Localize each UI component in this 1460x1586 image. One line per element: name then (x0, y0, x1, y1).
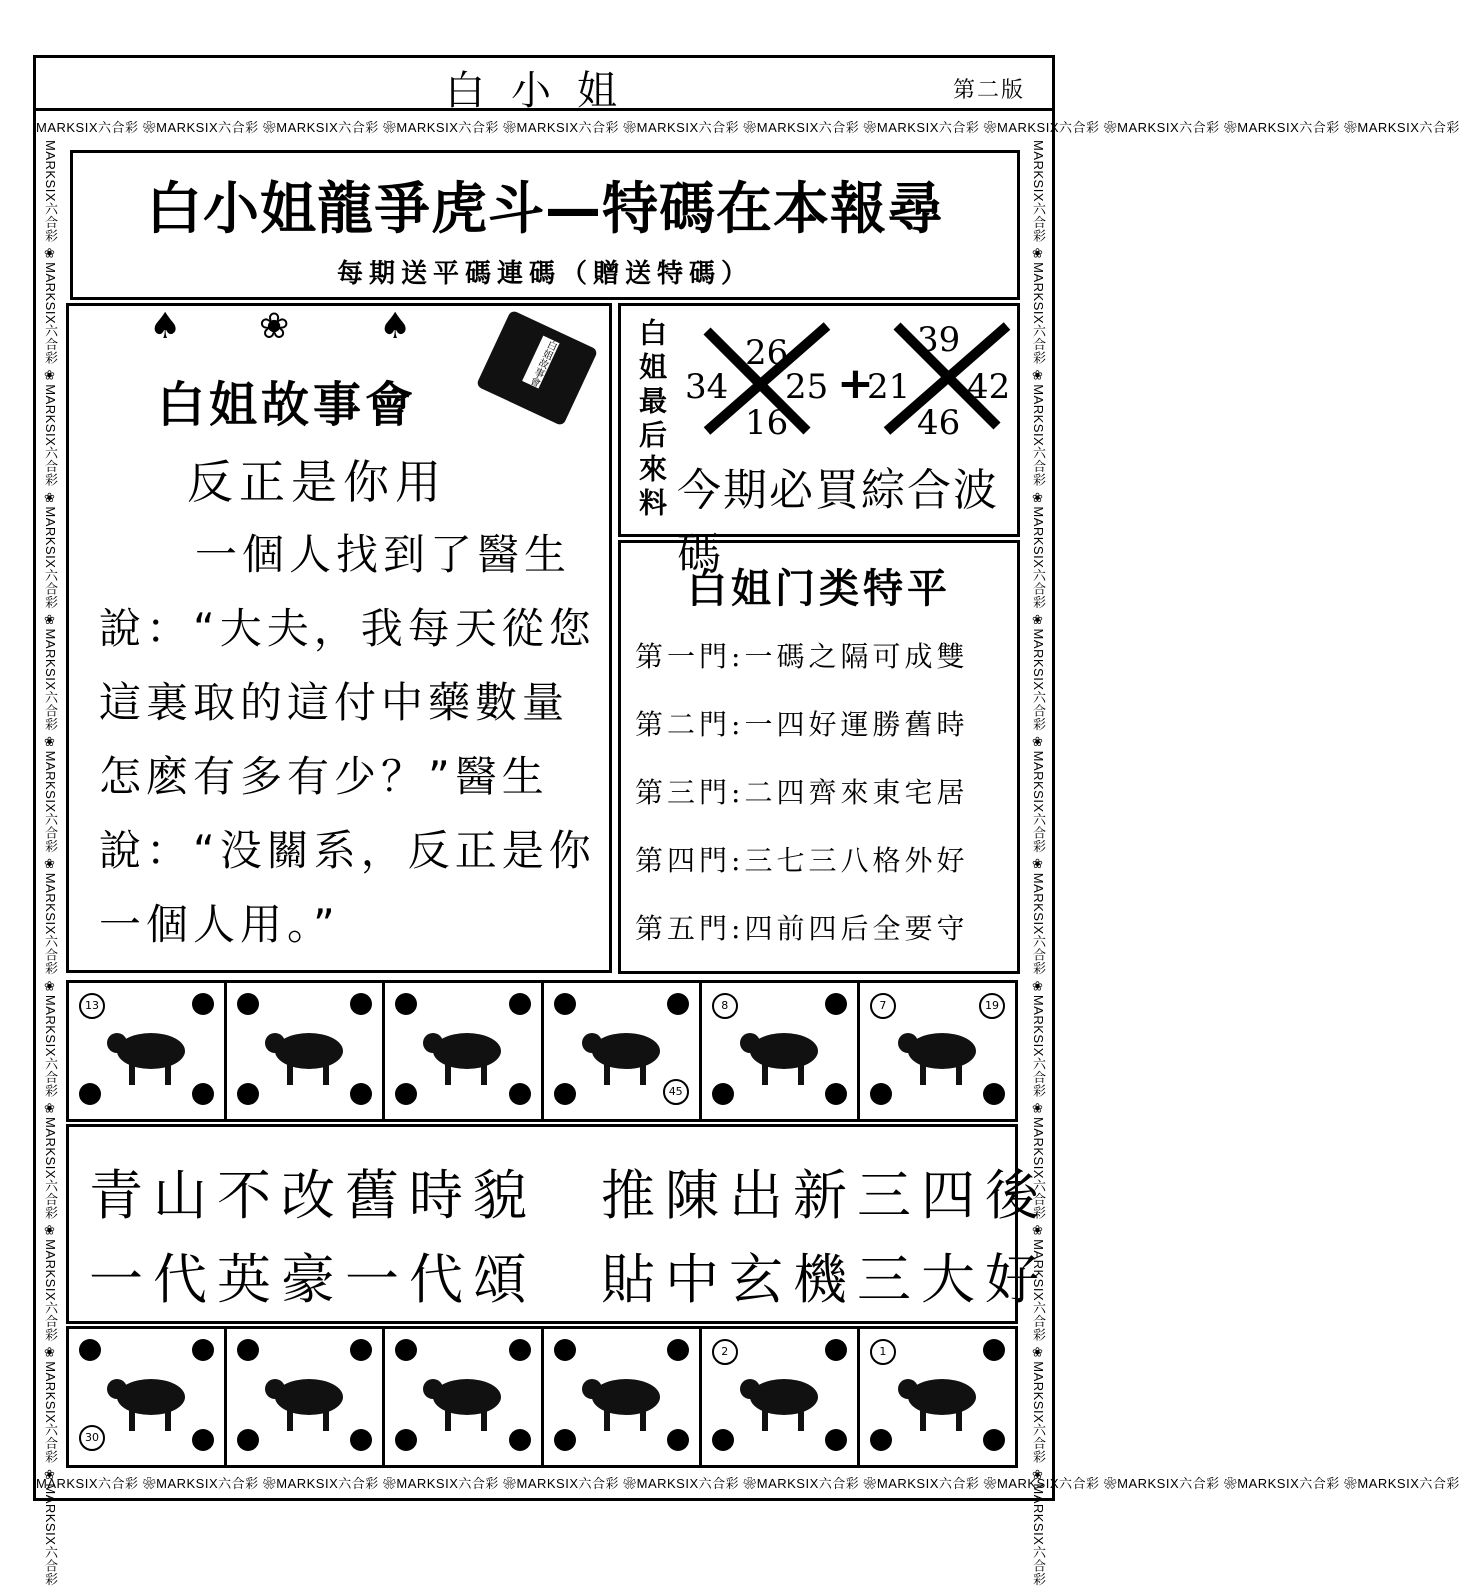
number-ball: 19 (979, 993, 1005, 1019)
door-label: 第三門 (635, 776, 732, 809)
story-heading: 白姐故事會 (157, 377, 418, 433)
number-ball (667, 993, 689, 1015)
pig-icon (890, 1359, 990, 1439)
poem-line: 一代英豪一代頌 貼中玄機三大好 (89, 1248, 1049, 1311)
tulip-icon: ♠ (379, 306, 412, 347)
number-ball (79, 1083, 101, 1105)
rabbit-icon (574, 1013, 674, 1093)
number-ball (237, 1339, 259, 1361)
number-ball (825, 993, 847, 1015)
poem-line: 青山不改舊時貌 推陳出新三四後 (89, 1164, 1049, 1227)
door-text: 一四好運勝舊時 (744, 708, 969, 741)
number-ball (870, 1429, 892, 1451)
tulip-icon: ♠ (149, 306, 182, 347)
number-ball (983, 1339, 1005, 1361)
poem-box (66, 1124, 1049, 1324)
rat-icon (99, 1013, 199, 1093)
marksix-band-bottom: MARKSIX六合彩 ❀MARKSIX六合彩 ❀MARKSIX六合彩 ❀MARKSIX六合彩 ❀MARKSIX六合彩 ❀MARKSIX六合彩 ❀MARKSIX六合彩 ❀MARKSIX六合彩 ❀MARKSIX六合彩 ❀MARKSIX六合彩 ❀MARKSIX六合彩 ❀MARKSIX六合彩 (36, 1476, 1460, 1491)
combo-panel (618, 303, 1020, 580)
flower-icon: ❀ (259, 306, 290, 347)
door-label: 第一門 (635, 640, 732, 673)
horse-icon (99, 1359, 199, 1439)
zodiac-cell (385, 983, 543, 1119)
zodiac-cell (69, 983, 227, 1119)
door-text: 二四齊來東宅居 (744, 776, 969, 809)
number-ball (554, 1339, 576, 1361)
tiger-icon (415, 1013, 515, 1093)
door-item: 第三門:二四齊來東宅居 (635, 776, 969, 809)
number-ball (192, 993, 214, 1015)
zodiac-cell (544, 1329, 702, 1465)
door-item: 第二門:一四好運勝舊時 (635, 708, 969, 741)
number-ball (237, 993, 259, 1015)
number-ball: 2 (712, 1339, 738, 1365)
book-icon (476, 310, 599, 427)
masthead-title: 白小姐 (445, 68, 643, 114)
zodiac-cell (702, 1329, 860, 1465)
number-ball: 8 (712, 993, 738, 1019)
headline-subtitle: 每期送平碼連碼（贈送特碼） (336, 259, 753, 289)
zodiac-cell (69, 1329, 227, 1465)
combo-main-text: 今期必買綜合波碼 (677, 465, 999, 580)
edition-label: 第二版 (952, 78, 1025, 103)
combo-number: 16 (745, 403, 789, 443)
rooster-icon (574, 1359, 674, 1439)
number-ball (395, 993, 417, 1015)
combo-number: 26 (745, 333, 789, 373)
number-ball (237, 1083, 259, 1105)
combo-number: 25 (785, 367, 829, 407)
zodiac-row-top (66, 980, 1018, 1122)
door-label: 第四門 (635, 844, 732, 877)
number-ball (395, 1339, 417, 1361)
marksix-band-top: MARKSIX六合彩 ❀MARKSIX六合彩 ❀MARKSIX六合彩 ❀MARKSIX六合彩 ❀MARKSIX六合彩 ❀MARKSIX六合彩 ❀MARKSIX六合彩 ❀MARKSIX六合彩 ❀MARKSIX六合彩 ❀MARKSIX六合彩 ❀MARKSIX六合彩 ❀MARKSIX六合彩 (36, 120, 1460, 135)
door-item: 第五門:四前四后全要守 (635, 912, 969, 945)
headline-box (70, 150, 1020, 300)
zodiac-cell (544, 983, 702, 1119)
number-ball (192, 1339, 214, 1361)
number-ball (554, 1083, 576, 1105)
combo-number: 39 (917, 320, 961, 360)
number-ball: 13 (79, 993, 105, 1019)
marksix-band-right: MARKSIX六合彩 ❀MARKSIX六合彩 ❀MARKSIX六合彩 ❀MARKSIX六合彩 ❀MARKSIX六合彩 ❀MARKSIX六合彩 ❀MARKSIX六合彩 ❀MARKSIX六合彩 ❀MARKSIX六合彩 ❀MARKSIX六合彩 ❀MARKSIX六合彩 ❀MARKSIX六合彩 (1031, 140, 1046, 1586)
number-ball (825, 1339, 847, 1361)
door-text: 一碼之隔可成雙 (744, 640, 969, 673)
zodiac-cell (702, 983, 860, 1119)
ox-icon (257, 1013, 357, 1093)
doors-panel (618, 540, 1020, 974)
number-ball (237, 1429, 259, 1451)
number-ball (554, 993, 576, 1015)
combo-number: 46 (917, 403, 961, 443)
number-ball: 1 (870, 1339, 896, 1365)
zodiac-cell (227, 983, 385, 1119)
door-label: 第五門 (635, 912, 732, 945)
number-ball (554, 1429, 576, 1451)
marksix-band-left: MARKSIX六合彩 ❀MARKSIX六合彩 ❀MARKSIX六合彩 ❀MARKSIX六合彩 ❀MARKSIX六合彩 ❀MARKSIX六合彩 ❀MARKSIX六合彩 ❀MARKSIX六合彩 ❀MARKSIX六合彩 ❀MARKSIX六合彩 ❀MARKSIX六合彩 ❀MARKSIX六合彩 (43, 140, 58, 1586)
zodiac-cell (385, 1329, 543, 1465)
story-title: 反正是你用 (187, 455, 447, 509)
number-ball (79, 1339, 101, 1361)
story-panel (66, 303, 612, 973)
number-ball (509, 993, 531, 1015)
zodiac-row-bottom (66, 1326, 1018, 1468)
number-ball (395, 1429, 417, 1451)
goat-icon (257, 1359, 357, 1439)
zodiac-cell (860, 983, 1015, 1119)
zodiac-cell (227, 1329, 385, 1465)
number-ball (350, 993, 372, 1015)
door-text: 三七三八格外好 (744, 844, 969, 877)
number-ball (395, 1083, 417, 1105)
number-ball: 30 (79, 1425, 105, 1451)
doors-heading: 白姐门类特平 (687, 566, 951, 612)
number-ball (509, 1339, 531, 1361)
number-ball (870, 1083, 892, 1105)
book-label: 白姐故事會 (522, 336, 559, 389)
zodiac-cell (860, 1329, 1015, 1465)
combo-numbers (677, 306, 1017, 446)
door-item: 第一門:一碼之隔可成雙 (635, 640, 969, 673)
number-ball (350, 1339, 372, 1361)
combo-number: 42 (967, 367, 1011, 407)
number-ball (667, 1339, 689, 1361)
door-item: 第四門:三七三八格外好 (635, 844, 969, 877)
number-ball: 7 (870, 993, 896, 1019)
story-body: 一個人找到了醫生說：“大夫，我每天從您這裏取的這付中藥數量怎麽有多有少？”醫生說：“没關系，反正是你一個人用。” (99, 530, 596, 949)
door-label: 第二門 (635, 708, 732, 741)
combo-number: 34 (685, 367, 729, 407)
combo-side-label: 白姐最后來料 (635, 318, 668, 522)
monkey-icon (415, 1359, 515, 1439)
number-ball (712, 1083, 734, 1105)
dragon-icon (732, 1013, 832, 1093)
number-ball (712, 1429, 734, 1451)
snake-icon (890, 1013, 990, 1093)
number-ball: 45 (663, 1079, 689, 1105)
plus-icon: + (837, 358, 874, 409)
masthead (33, 55, 1055, 114)
headline-title: 白小姐龍爭虎斗—特碼在本報尋 (146, 177, 944, 242)
combo-number: 21 (867, 367, 911, 407)
dog-icon (732, 1359, 832, 1439)
door-text: 四前四后全要守 (744, 912, 969, 945)
